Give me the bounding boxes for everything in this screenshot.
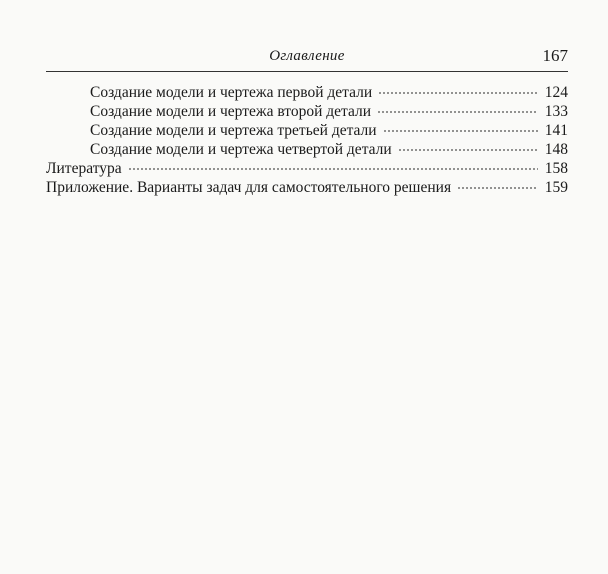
toc-entry-title: Создание модели и чертежа первой детали (90, 84, 373, 101)
dot-leader (383, 130, 538, 132)
header-rule (46, 71, 568, 72)
toc-entry (46, 140, 568, 159)
toc-entry (46, 102, 568, 121)
dot-leader (457, 187, 538, 189)
toc-entry-title: Приложение. Варианты задач для самостоятельного решения (46, 179, 452, 196)
toc-entry (46, 83, 568, 102)
table-of-contents (46, 83, 568, 197)
toc-entry (46, 159, 568, 178)
dot-leader (378, 92, 538, 94)
toc-entry-page: 124 (544, 84, 568, 101)
running-header (46, 46, 568, 70)
toc-entry-title: Создание модели и чертежа третьей детали (90, 122, 377, 139)
toc-entry-page: 158 (544, 160, 568, 177)
toc-entry-title: Создание модели и чертежа второй детали (90, 103, 372, 120)
toc-entry-page: 159 (544, 179, 568, 196)
toc-entry (46, 178, 568, 197)
toc-entry (46, 121, 568, 140)
toc-entry-title: Литература (46, 160, 122, 177)
toc-entry-page: 141 (544, 122, 568, 139)
toc-entry-page: 133 (544, 103, 568, 120)
toc-entry-title: Создание модели и чертежа четвертой детали (90, 141, 392, 158)
dot-leader (398, 149, 538, 151)
toc-entry-page: 148 (544, 141, 568, 158)
dot-leader (377, 111, 538, 113)
dot-leader (128, 168, 538, 170)
header-title: Оглавление (269, 48, 345, 64)
header-page-number: 167 (542, 46, 568, 65)
